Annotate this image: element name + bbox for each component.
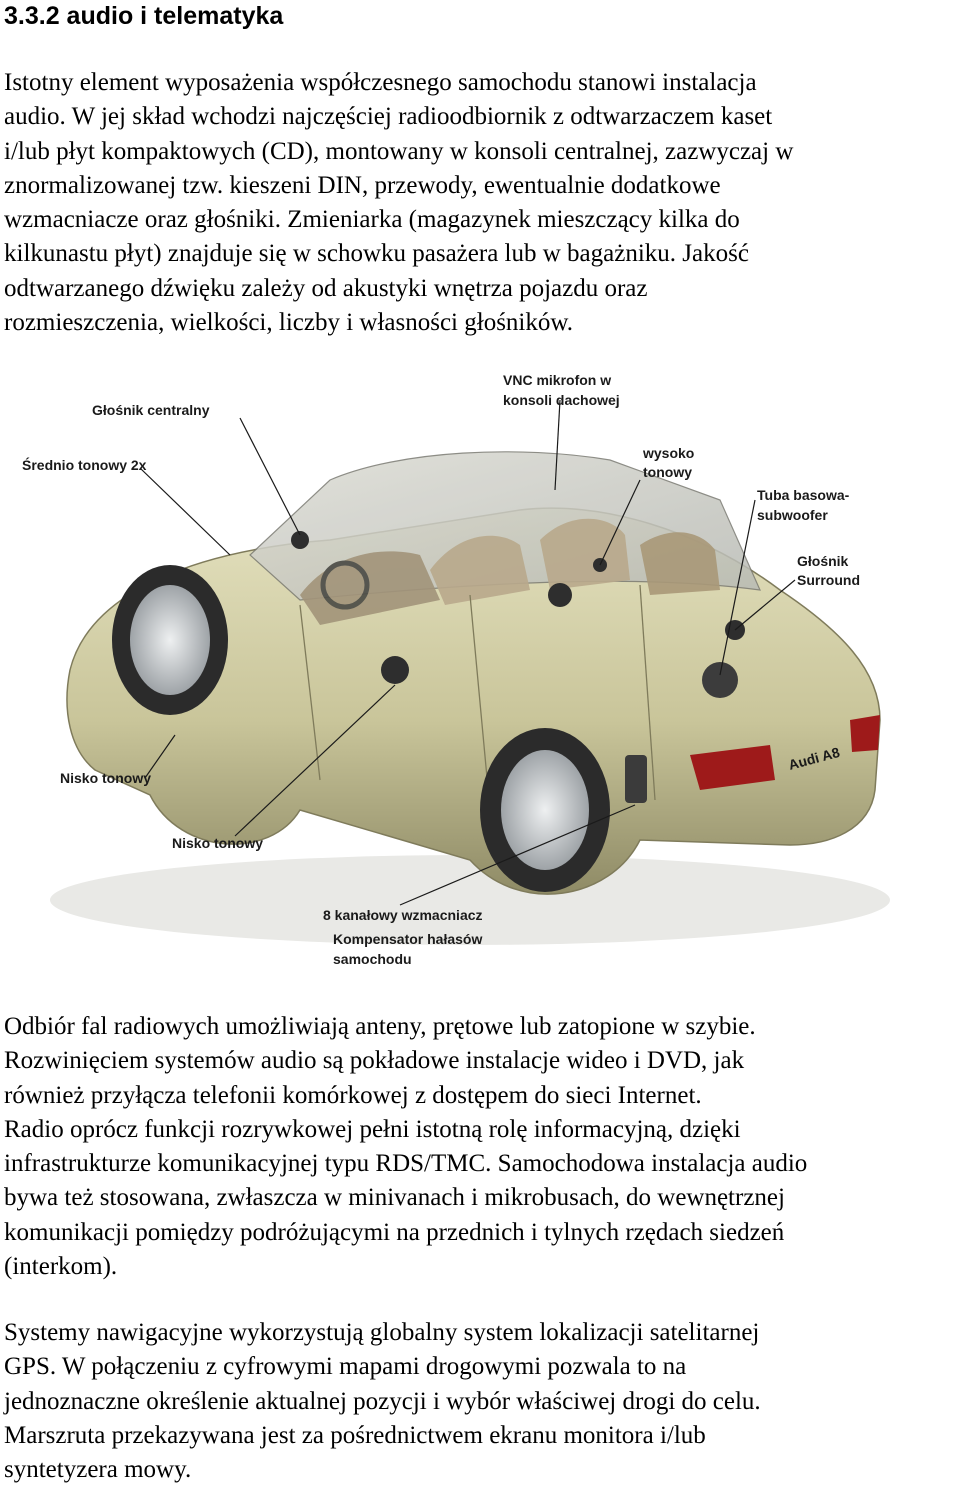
text-line: Odbiór fal radiowych umożliwiają anteny, prętowe lub zatopione w szybie.: [4, 1013, 756, 1040]
paragraph-navigation: [4, 1316, 761, 1487]
text-line: kilkunastu płyt) znajduje się w schowku pasażera lub w bagażniku. Jakość: [4, 240, 749, 268]
text-line: infrastrukturze komunikacyjnej typu RDS/TMC. Samochodowa instalacja audio: [4, 1150, 808, 1178]
label-vnc-line1: VNC mikrofon w: [503, 372, 612, 388]
label-woofer-2: Nisko tonowy: [172, 835, 264, 851]
text-line: Rozwinięciem systemów audio są pokładowe instalacje wideo i DVD, jak: [4, 1047, 745, 1075]
text-line: znormalizowanej tzw. kieszeni DIN, przewody, ewentualnie dodatkowe: [4, 171, 721, 199]
car-model-badge: Audi A8: [786, 743, 842, 773]
front-wheel: [112, 565, 228, 715]
text-line: i/lub płyt kompaktowych (CD), montowany w konsoli centralnej, zazwyczaj w: [4, 137, 794, 165]
text-line: syntetyzera mowy.: [4, 1456, 192, 1484]
text-line: GPS. W połączeniu z cyfrowymi mapami drogowymi pozwala to na: [4, 1353, 687, 1381]
text-line: bywa też stosowana, zwłaszcza w minivanach i mikrobusach, do wewnętrznej: [4, 1184, 785, 1212]
label-tweeter-line1: wysoko: [643, 445, 695, 461]
text-line: Marszruta przekazywana jest za pośrednictwem ekranu monitora i/lub: [4, 1421, 706, 1449]
text-line: komunikacji pomiędzy podróżującymi na przednich i tylnych rzędach siedzeń: [4, 1218, 785, 1246]
label-compensator-line2: samochodu: [333, 951, 412, 967]
text-line: (interkom).: [4, 1253, 118, 1281]
text-line: również przyłącza telefonii komórkowej z dostępem do sieci Internet.: [4, 1081, 702, 1109]
text-line: Istotny element wyposażenia współczesnego samochodu stanowi instalacja: [4, 69, 757, 96]
text-line: Radio oprócz funkcji rozrywkowej pełni istotną rolę informacyjną, dzięki: [4, 1115, 741, 1143]
label-center-speaker: Głośnik centralny: [92, 402, 210, 418]
paragraph-radio-telematics: [4, 1010, 807, 1284]
car-cutaway-illustration: [0, 340, 960, 990]
label-surround-line2: Surround: [797, 572, 860, 588]
car-audio-system-figure: [0, 340, 960, 990]
label-mid-range: Średnio tonowy 2x: [22, 457, 147, 473]
text-line: audio. W jej skład wchodzi najczęściej radioodbiornik z odtwarzaczem kaset: [4, 103, 773, 131]
label-subwoofer-line2: subwoofer: [757, 507, 828, 523]
rear-wheel: [480, 728, 610, 892]
label-amplifier: 8 kanałowy wzmacniacz: [323, 907, 483, 923]
text-line: wzmacniacze oraz głośniki. Zmieniarka (magazynek mieszczący kilka do: [4, 206, 740, 234]
label-woofer-1: Nisko tonowy: [60, 770, 152, 786]
text-line: odtwarzanego dźwięku zależy od akustyki wnętrza pojazdu oraz: [4, 274, 648, 302]
section-heading: 3.3.2 audio i telematyka: [4, 2, 284, 30]
label-tweeter-line2: tonowy: [643, 464, 692, 480]
label-vnc-line2: konsoli dachowej: [503, 392, 620, 408]
paragraph-audio-intro: [4, 66, 793, 340]
text-line: jednoznaczne określenie aktualnej pozycji i wybór właściwej drogi do celu.: [4, 1387, 761, 1415]
label-surround-line1: Głośnik: [797, 553, 849, 569]
label-subwoofer-line1: Tuba basowa-: [757, 487, 850, 503]
text-line: Systemy nawigacyjne wykorzystują globalny system lokalizacji satelitarnej: [4, 1319, 760, 1346]
label-compensator-line1: Kompensator hałasów: [333, 931, 483, 947]
rear-taillight-right: [850, 715, 880, 752]
text-line: rozmieszczenia, wielkości, liczby i własności głośników.: [4, 309, 574, 337]
